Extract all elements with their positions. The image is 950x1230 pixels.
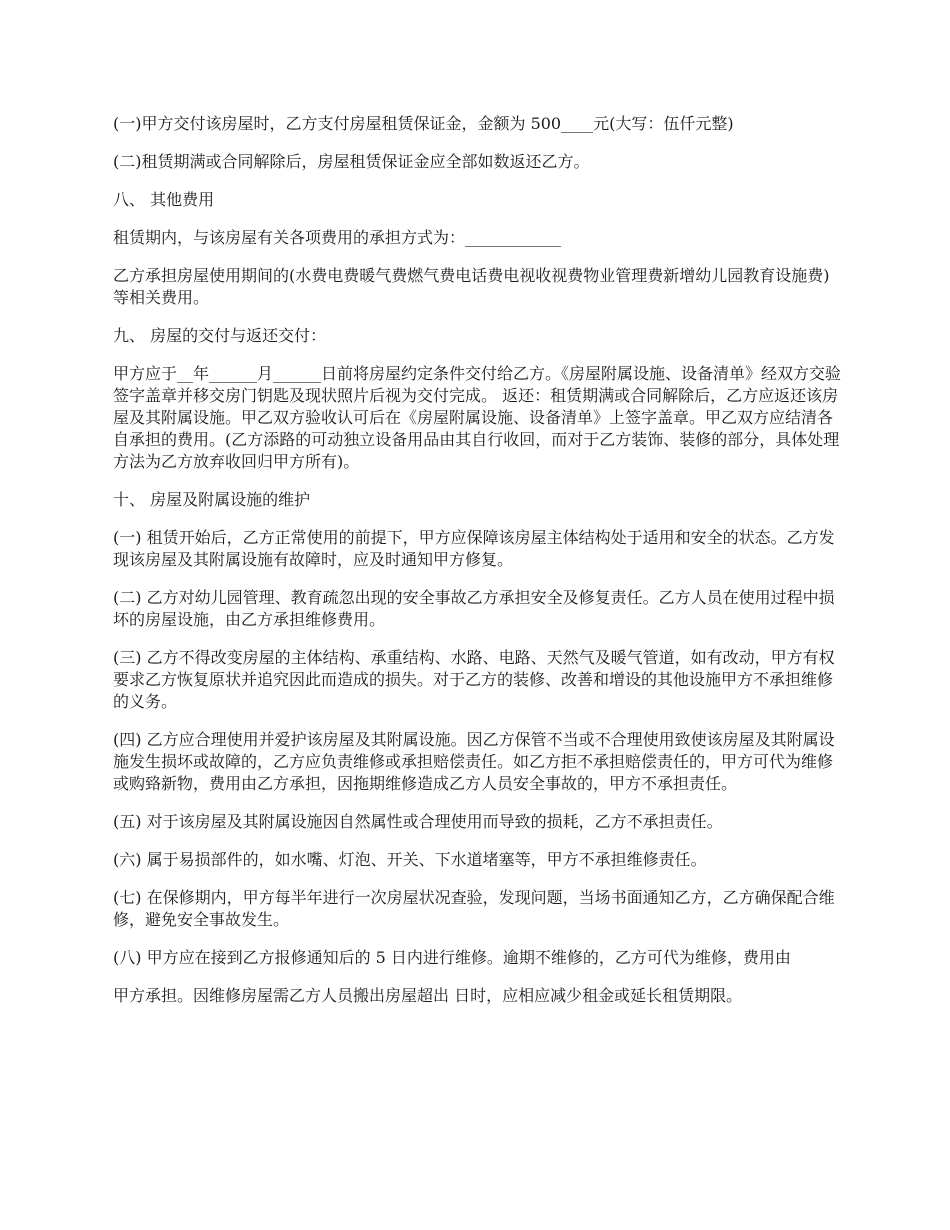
paragraph-deposit-return: (二)租赁期满或合同解除后，房屋租赁保证金应全部如数返还乙方。 xyxy=(113,152,590,171)
paragraph-maintenance-7: (七) 在保修期内，甲方每半年进行一次房屋状况查验，发现问题，当场书面通知乙方，乙方确保配合维修，避免安全事故发生。 xyxy=(113,888,835,929)
paragraph-maintenance-6: (六) 属于易损部件的，如水嘴、灯泡、开关、下水道堵塞等，甲方不承担维修责任。 xyxy=(113,850,707,869)
paragraph-fee-method: 租赁期内，与该房屋有关各项费用的承担方式为：____________ xyxy=(113,228,562,247)
section-heading-delivery: 九、 房屋的交付与返还交付： xyxy=(113,326,327,345)
paragraph-maintenance-5: (五) 对于该房屋及其附属设施因自然属性或合理使用而导致的损耗，乙方不承担责任。 xyxy=(113,812,723,831)
paragraph-maintenance-1: (一) 租赁开始后，乙方正常使用的前提下，甲方应保障该房屋主体结构处于适用和安全的状态。乙方发现该房屋及其附属设施有故障时，应及时通知甲方修复。 xyxy=(113,528,835,569)
paragraph-deposit-amount: (一)甲方交付该房屋时，乙方支付房屋租赁保证金，金额为 500____元(大写：伍仟元整) xyxy=(113,114,734,133)
paragraph-delivery-terms: 甲方应于__年______月______日前将房屋约定条件交付给乙方。《房屋附属设施、设备清单》经双方交验签字盖章并移交房门钥匙及现状照片后视为交付完成。 返还：租赁期满或合同解除后，乙方应返还该房屋及其附属设施。甲乙双方验收认可后在《房屋附属设施、设备清单》上签字盖章。甲乙双方应结清各自承担的费用。(乙方添路的可动独立设备用品由其自行收回，而对于乙方装饰、装修的部分，具体处理方法为乙方放弃收回归甲方所有)。 xyxy=(113,364,842,471)
paragraph-maintenance-4: (四) 乙方应合理使用并爱护该房屋及其附属设施。因乙方保管不当或不合理使用致使该房屋及其附属设施发生损坏或故障的，乙方应负责维修或承担赔偿责任。如乙方拒不承担赔偿责任的，甲方可代为维修或购臵新物，费用由乙方承担，因拖期维修造成乙方人员安全事故的，甲方不承担责任。 xyxy=(113,730,835,793)
paragraph-maintenance-2: (二) 乙方对幼儿园管理、教育疏忽出现的安全事故乙方承担安全及修复责任。乙方人员在使用过程中损坏的房屋设施，由乙方承担维修费用。 xyxy=(113,588,835,629)
paragraph-maintenance-8-continued: 甲方承担。因维修房屋需乙方人员搬出房屋超出 日时，应相应减少租金或延长租赁期限。 xyxy=(113,986,743,1005)
paragraph-tenant-fees: 乙方承担房屋使用期间的(水费电费暖气费燃气费电话费电视收视费物业管理费新增幼儿园教育设施费)等相关费用。 xyxy=(113,266,830,307)
document-body xyxy=(113,113,843,1023)
section-heading-other-fees: 八、 其他费用 xyxy=(113,190,215,209)
paragraph-maintenance-3: (三) 乙方不得改变房屋的主体结构、承重结构、水路、电路、天然气及暖气管道，如有改动，甲方有权要求乙方恢复原状并追究因此而造成的损失。对于乙方的装修、改善和增设的其他设施甲方不承担维修的义务。 xyxy=(113,648,835,711)
paragraph-maintenance-8: (八) 甲方应在接到乙方报修通知后的 5 日内进行维修。逾期不维修的，乙方可代为维修，费用由 xyxy=(113,948,791,967)
section-heading-maintenance: 十、 房屋及附属设施的维护 xyxy=(113,490,311,509)
